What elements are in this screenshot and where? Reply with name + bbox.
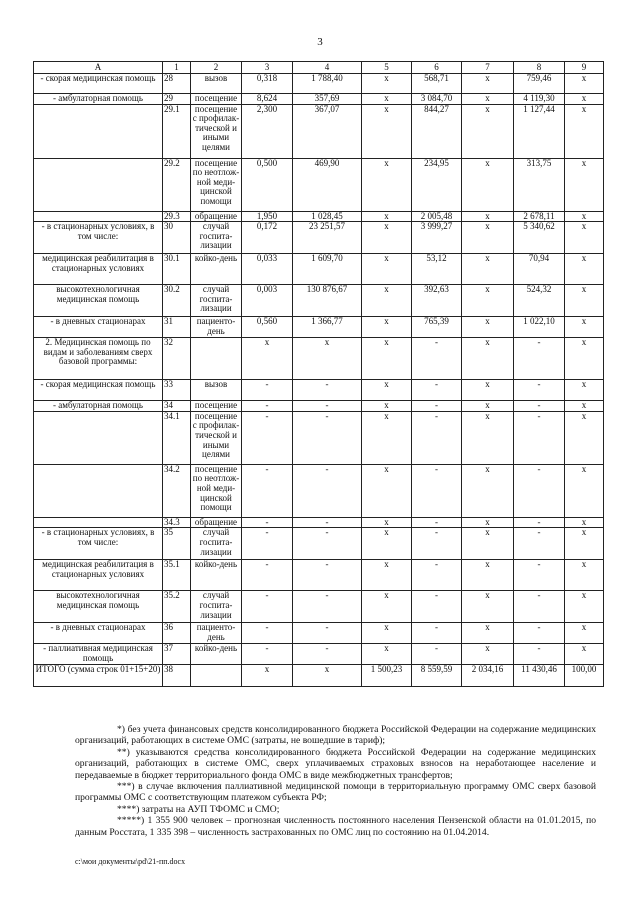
table-cell: - скорая медицинская помощь bbox=[34, 380, 163, 401]
table-cell: - bbox=[412, 380, 462, 401]
table-cell: х bbox=[362, 158, 412, 211]
table-cell: 30 bbox=[163, 222, 191, 254]
table-row bbox=[34, 517, 604, 528]
table-cell: х bbox=[565, 623, 604, 644]
table-cell: 8,624 bbox=[242, 94, 293, 105]
table-cell: х bbox=[462, 411, 514, 464]
table-cell: - bbox=[412, 560, 462, 591]
table-cell: 568,71 bbox=[412, 74, 462, 94]
table-cell: х bbox=[362, 74, 412, 94]
table-cell: 4 119,30 bbox=[514, 94, 565, 105]
table-row bbox=[34, 94, 604, 105]
table-cell: - bbox=[412, 464, 462, 517]
table-cell: - bbox=[412, 401, 462, 412]
table-cell: - амбулаторная помощь bbox=[34, 94, 163, 105]
table-cell: - bbox=[514, 528, 565, 560]
table-cell: х bbox=[362, 623, 412, 644]
table-cell: - bbox=[242, 380, 293, 401]
table-cell: - bbox=[412, 338, 462, 380]
footnote-1: *) без учета финансовых средств консолидированного бюджета Российской Федерации на содержание медицинских организаций, работающих в системе ОМС (затраты, не вошедшие в тариф); bbox=[75, 724, 596, 747]
table-cell: 11 430,46 bbox=[514, 665, 565, 687]
table-cell: х bbox=[565, 517, 604, 528]
table-cell: 1 788,40 bbox=[293, 74, 362, 94]
table-cell: - bbox=[514, 560, 565, 591]
table-cell: 469,90 bbox=[293, 158, 362, 211]
table-cell: х bbox=[462, 74, 514, 94]
table-row bbox=[34, 560, 604, 591]
table-cell: - bbox=[514, 380, 565, 401]
table-cell: 1 127,44 bbox=[514, 104, 565, 158]
table-cell: - в дневных стационарах bbox=[34, 317, 163, 338]
table-cell: 392,63 bbox=[412, 285, 462, 317]
table-cell: 37 bbox=[163, 644, 191, 665]
table-cell: вызов bbox=[191, 380, 242, 401]
table-cell: х bbox=[565, 528, 604, 560]
table-row bbox=[34, 317, 604, 338]
table-cell: х bbox=[362, 380, 412, 401]
table-cell: х bbox=[462, 528, 514, 560]
table-cell: 34.1 bbox=[163, 411, 191, 464]
page-number: 3 bbox=[317, 36, 323, 48]
table-cell: - bbox=[412, 623, 462, 644]
table-cell: х bbox=[462, 94, 514, 105]
table-cell: - bbox=[412, 411, 462, 464]
table-cell: - bbox=[293, 591, 362, 623]
table-cell: койко-день bbox=[191, 560, 242, 591]
table-cell: - bbox=[293, 623, 362, 644]
column-header: 8 bbox=[514, 62, 565, 74]
table-cell: 31 bbox=[163, 317, 191, 338]
table-cell: 0,318 bbox=[242, 74, 293, 94]
column-header: 9 bbox=[565, 62, 604, 74]
table-cell: - bbox=[514, 517, 565, 528]
footnote-2: **) указываются средства консолидированного бюджета Российской Федерации на содержание медицинских организаций, работающих в системе ОМС, сверх уплачиваемых страховых взносов на неработающее население и передаваемые в бюджет территориального фонда ОМС в виде межбюджетных трансфертов; bbox=[75, 746, 596, 781]
table-cell: вызов bbox=[191, 74, 242, 94]
table-cell: - bbox=[242, 517, 293, 528]
table-cell: х bbox=[362, 338, 412, 380]
table-cell: 34.2 bbox=[163, 464, 191, 517]
table-cell: - bbox=[242, 644, 293, 665]
table-cell: высокотехнологичная медицинская помощь bbox=[34, 591, 163, 623]
table-cell: 2,300 bbox=[242, 104, 293, 158]
table-row bbox=[34, 222, 604, 254]
table-cell: высокотехнологичная медицинская помощь bbox=[34, 285, 163, 317]
table-row bbox=[34, 380, 604, 401]
table-cell: 234,95 bbox=[412, 158, 462, 211]
table-row bbox=[34, 104, 604, 158]
table-cell bbox=[34, 411, 163, 464]
table-cell: х bbox=[565, 285, 604, 317]
table-cell: - bbox=[514, 623, 565, 644]
table-cell: х bbox=[565, 644, 604, 665]
table-cell: х bbox=[462, 644, 514, 665]
table-cell: обращение bbox=[191, 211, 242, 222]
table-cell: х bbox=[565, 401, 604, 412]
table-cell: 23 251,57 bbox=[293, 222, 362, 254]
table-cell: х bbox=[462, 211, 514, 222]
table-cell: х bbox=[565, 158, 604, 211]
table-cell: х bbox=[362, 644, 412, 665]
table-cell: х bbox=[362, 222, 412, 254]
table-cell: - bbox=[242, 560, 293, 591]
table-cell: - bbox=[412, 528, 462, 560]
table-cell: 0,560 bbox=[242, 317, 293, 338]
table-cell: - bbox=[242, 411, 293, 464]
table-cell: медицинская реабилитация в стационарных условиях bbox=[34, 560, 163, 591]
table-cell: х bbox=[242, 338, 293, 380]
table-cell: х bbox=[565, 222, 604, 254]
table-cell: - bbox=[242, 464, 293, 517]
table-cell: посещение по неотлож-ной меди-цинской помощи bbox=[191, 464, 242, 517]
header-row bbox=[34, 62, 604, 74]
footnote-4: ****) затраты на АУП ТФОМС и СМО; bbox=[117, 803, 280, 815]
table-cell: - bbox=[514, 464, 565, 517]
table-cell: - в стационарных условиях, в том числе: bbox=[34, 222, 163, 254]
table-cell: 8 559,59 bbox=[412, 665, 462, 687]
table-cell bbox=[34, 158, 163, 211]
table-row bbox=[34, 74, 604, 94]
table-cell: 0,033 bbox=[242, 254, 293, 285]
table-cell: х bbox=[565, 254, 604, 285]
table-cell bbox=[34, 211, 163, 222]
table-cell: - bbox=[242, 591, 293, 623]
table-cell: - bbox=[514, 338, 565, 380]
table-cell: - bbox=[293, 401, 362, 412]
table-cell: 28 bbox=[163, 74, 191, 94]
table-cell: 524,32 bbox=[514, 285, 565, 317]
table-cell: 759,46 bbox=[514, 74, 565, 94]
table-cell: 2 034,16 bbox=[462, 665, 514, 687]
table-row bbox=[34, 211, 604, 222]
table-cell: 53,12 bbox=[412, 254, 462, 285]
table-cell: 36 bbox=[163, 623, 191, 644]
table-cell: х bbox=[462, 338, 514, 380]
table-cell: - bbox=[514, 591, 565, 623]
table-cell: х bbox=[462, 317, 514, 338]
table-cell: случай госпита-лизации bbox=[191, 528, 242, 560]
table-cell: х bbox=[565, 94, 604, 105]
table-cell: - bbox=[293, 517, 362, 528]
table-cell: 100,00 bbox=[565, 665, 604, 687]
table-cell: х bbox=[362, 464, 412, 517]
footnotes bbox=[75, 724, 596, 838]
table-cell: - bbox=[293, 411, 362, 464]
table-cell: - bbox=[242, 401, 293, 412]
table-cell: 29.1 bbox=[163, 104, 191, 158]
table-cell bbox=[191, 665, 242, 687]
table-cell: ИТОГО (сумма строк 01+15+20) bbox=[34, 665, 163, 687]
table-cell: 30.2 bbox=[163, 285, 191, 317]
table-cell: случай госпита-лизации bbox=[191, 591, 242, 623]
table-cell: х bbox=[293, 338, 362, 380]
table-cell: х bbox=[462, 285, 514, 317]
table-cell: х bbox=[362, 211, 412, 222]
table-cell: 367,07 bbox=[293, 104, 362, 158]
table-cell: х bbox=[362, 517, 412, 528]
column-header: 3 bbox=[242, 62, 293, 74]
table-row bbox=[34, 623, 604, 644]
table-cell: - bbox=[242, 623, 293, 644]
table-row bbox=[34, 464, 604, 517]
table-cell: 32 bbox=[163, 338, 191, 380]
table-cell: 29.2 bbox=[163, 158, 191, 211]
file-path: c:\мои документы\pd\21-пп.docx bbox=[75, 857, 186, 866]
table-cell: х bbox=[362, 285, 412, 317]
table-cell: х bbox=[565, 74, 604, 94]
footnote-5: *****) 1 355 900 человек – прогнозная численность постоянного населения Пензенской области на 01.01.2015, по данным Росстата, 1 335 398 – численность застрахованных по ОМС лиц по состоянию на 01.04.2014. bbox=[75, 815, 596, 838]
table-cell: - bbox=[293, 464, 362, 517]
table-cell: - bbox=[242, 528, 293, 560]
table-cell: х bbox=[362, 94, 412, 105]
table-cell: х bbox=[565, 317, 604, 338]
table-cell bbox=[34, 104, 163, 158]
table-cell: 0,500 bbox=[242, 158, 293, 211]
table-cell: - bbox=[514, 411, 565, 464]
table-cell: - в стационарных условиях, в том числе: bbox=[34, 528, 163, 560]
table-cell: 313,75 bbox=[514, 158, 565, 211]
table-cell: 3 084,70 bbox=[412, 94, 462, 105]
table-cell: - bbox=[412, 517, 462, 528]
table-cell: 1,950 bbox=[242, 211, 293, 222]
table-cell: койко-день bbox=[191, 644, 242, 665]
financing-table bbox=[33, 61, 604, 687]
table-cell: х bbox=[462, 104, 514, 158]
table-cell: х bbox=[565, 211, 604, 222]
table-cell: - bbox=[514, 401, 565, 412]
table-row bbox=[34, 401, 604, 412]
table-cell bbox=[191, 338, 242, 380]
table-cell: х bbox=[565, 411, 604, 464]
column-header: 5 bbox=[362, 62, 412, 74]
table-cell: 29.3 bbox=[163, 211, 191, 222]
table-cell: посещение по неотлож-ной меди-цинской помощи bbox=[191, 158, 242, 211]
table-cell: х bbox=[362, 591, 412, 623]
table-body bbox=[34, 74, 604, 687]
table-cell: медицинская реабилитация в стационарных условиях bbox=[34, 254, 163, 285]
table-cell bbox=[34, 464, 163, 517]
table-cell: х bbox=[462, 560, 514, 591]
table-cell: 35.1 bbox=[163, 560, 191, 591]
table-cell: х bbox=[293, 665, 362, 687]
table-cell: 34 bbox=[163, 401, 191, 412]
table-cell: пациенто-день bbox=[191, 623, 242, 644]
table-cell: 2 005,48 bbox=[412, 211, 462, 222]
table-row bbox=[34, 285, 604, 317]
table-row bbox=[34, 665, 604, 687]
table-cell: 3 999,27 bbox=[412, 222, 462, 254]
column-header: 6 bbox=[412, 62, 462, 74]
table-cell: 34.3 bbox=[163, 517, 191, 528]
table-cell: посещение bbox=[191, 94, 242, 105]
table-cell: х bbox=[565, 104, 604, 158]
table-cell: х bbox=[462, 623, 514, 644]
table-row bbox=[34, 411, 604, 464]
table-cell: х bbox=[462, 401, 514, 412]
table-cell: пациенто-день bbox=[191, 317, 242, 338]
table-cell: - bbox=[293, 380, 362, 401]
table-cell: - bbox=[412, 591, 462, 623]
column-header: 2 bbox=[191, 62, 242, 74]
table-cell: 30.1 bbox=[163, 254, 191, 285]
table-row bbox=[34, 254, 604, 285]
table-cell: х bbox=[565, 591, 604, 623]
table-cell: х bbox=[565, 338, 604, 380]
table-cell: 35.2 bbox=[163, 591, 191, 623]
table-cell: 1 500,23 bbox=[362, 665, 412, 687]
table-row bbox=[34, 591, 604, 623]
table-row bbox=[34, 528, 604, 560]
table-cell: - скорая медицинская помощь bbox=[34, 74, 163, 94]
table-cell: - bbox=[412, 644, 462, 665]
table-cell: обращение bbox=[191, 517, 242, 528]
table-cell: 357,69 bbox=[293, 94, 362, 105]
table-cell: посещение bbox=[191, 401, 242, 412]
table-cell: 1 028,45 bbox=[293, 211, 362, 222]
table-cell: - bbox=[293, 644, 362, 665]
table-cell: 1 022,10 bbox=[514, 317, 565, 338]
table-cell: случай госпита-лизации bbox=[191, 285, 242, 317]
table-cell: 33 bbox=[163, 380, 191, 401]
table-cell: х bbox=[565, 464, 604, 517]
table-cell: х bbox=[462, 517, 514, 528]
table-cell: 70,94 bbox=[514, 254, 565, 285]
table-cell: случай госпита-лизации bbox=[191, 222, 242, 254]
table-row bbox=[34, 644, 604, 665]
table-cell: - паллиативная медицинская помощь bbox=[34, 644, 163, 665]
table-cell: - bbox=[514, 644, 565, 665]
table-cell: х bbox=[565, 380, 604, 401]
footnote-3: ***) в случае включения паллиативной медицинской помощи в территориальную программу ОМС сверх базовой программы ОМС с соответствующим платежом субъекта РФ; bbox=[75, 781, 596, 804]
table-cell: х bbox=[362, 317, 412, 338]
table-cell: - bbox=[293, 528, 362, 560]
table-cell: х bbox=[462, 254, 514, 285]
table-cell: - bbox=[293, 560, 362, 591]
table-cell: х bbox=[462, 591, 514, 623]
table-cell: 0,003 bbox=[242, 285, 293, 317]
table-cell: 0,172 bbox=[242, 222, 293, 254]
table-cell: х bbox=[362, 560, 412, 591]
table-cell: 2 678,11 bbox=[514, 211, 565, 222]
table-cell: х bbox=[362, 411, 412, 464]
table-cell: 35 bbox=[163, 528, 191, 560]
table-cell: х bbox=[362, 528, 412, 560]
table-cell: х bbox=[362, 254, 412, 285]
table-cell: х bbox=[242, 665, 293, 687]
table-cell bbox=[34, 517, 163, 528]
table-cell: 765,39 bbox=[412, 317, 462, 338]
column-header: 1 bbox=[163, 62, 191, 74]
table-row bbox=[34, 338, 604, 380]
table-cell: х bbox=[462, 222, 514, 254]
table-cell: 844,27 bbox=[412, 104, 462, 158]
table-cell: х bbox=[565, 560, 604, 591]
table-cell: 1 609,70 bbox=[293, 254, 362, 285]
column-header: 4 bbox=[293, 62, 362, 74]
table-cell: койко-день bbox=[191, 254, 242, 285]
table-cell: 29 bbox=[163, 94, 191, 105]
column-header: 7 bbox=[462, 62, 514, 74]
table-cell: 1 366,77 bbox=[293, 317, 362, 338]
table-cell: посещение с профилак-тической и иными целями bbox=[191, 104, 242, 158]
table-cell: 130 876,67 bbox=[293, 285, 362, 317]
table-cell: 38 bbox=[163, 665, 191, 687]
table-cell: х bbox=[462, 464, 514, 517]
column-header: А bbox=[34, 62, 163, 74]
table-cell: х bbox=[362, 104, 412, 158]
table-cell: х bbox=[462, 380, 514, 401]
table-cell: 5 340,62 bbox=[514, 222, 565, 254]
table-cell: х bbox=[362, 401, 412, 412]
table-cell: - в дневных стационарах bbox=[34, 623, 163, 644]
table-row bbox=[34, 158, 604, 211]
table-cell: - амбулаторная помощь bbox=[34, 401, 163, 412]
table-cell: х bbox=[462, 158, 514, 211]
table-cell: 2. Медицинская помощь по видам и заболеваниям сверх базовой программы: bbox=[34, 338, 163, 380]
table-cell: посещение с профилак-тической и иными целями bbox=[191, 411, 242, 464]
